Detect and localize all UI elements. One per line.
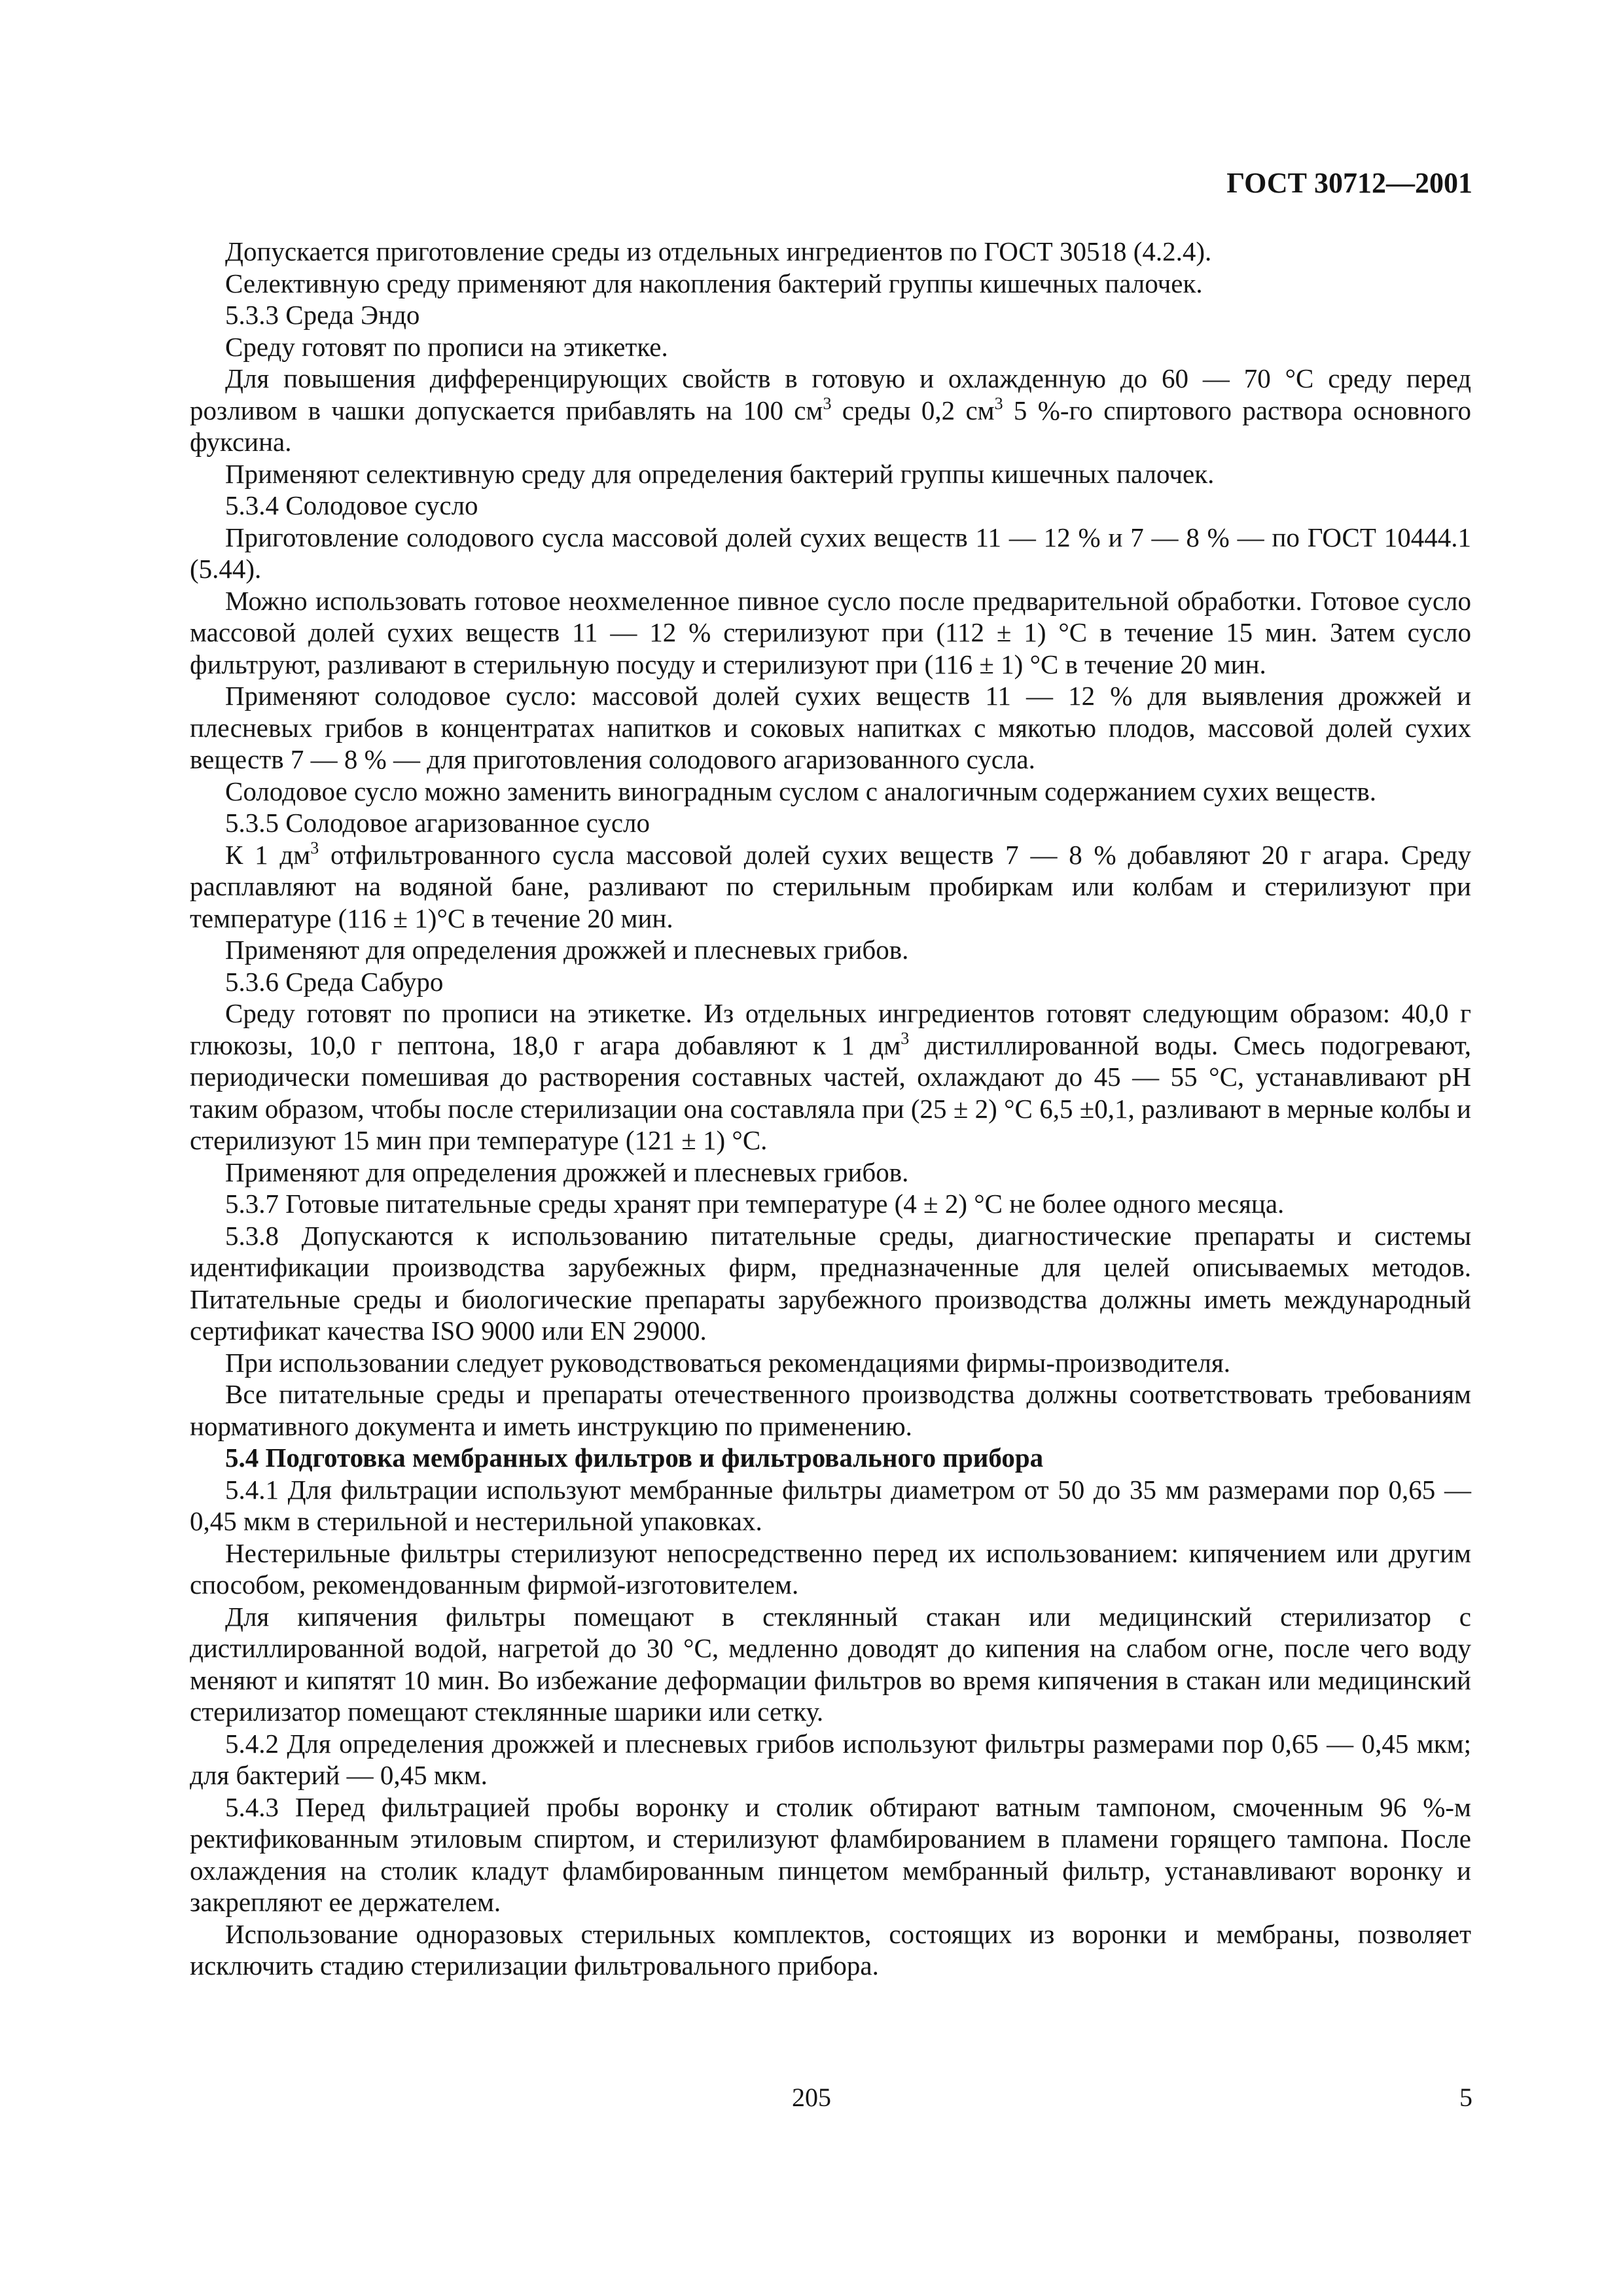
paragraph: Приготовление солодового сусла массовой долей сухих веществ 11 — 12 % и 7 — 8 % — по ГОСТ 10444.1 (5.44).: [190, 522, 1471, 584]
standard-designation: ГОСТ 30712—2001: [1226, 167, 1472, 199]
section-heading: 5.4 Подготовка мембранных фильтров и фильтровального прибора: [225, 1443, 1044, 1473]
paragraph: 5.4.1 Для фильтрации используют мембранные фильтры диаметром от 50 до 35 мм размерами пор 0,65 — 0,45 мкм в стерильной и нестерильной упаковках.: [190, 1474, 1471, 1536]
paragraph: Допускается приготовление среды из отдельных ингредиентов по ГОСТ 30518 (4.2.4).: [225, 236, 1212, 266]
superscript: 3: [310, 838, 319, 857]
paragraph: Все питательные среды и препараты отечественного производства должны соответствовать требованиям нормативного документа и иметь инструкцию по применению.: [190, 1379, 1471, 1441]
paragraph: При использовании следует руководствоваться рекомендациями фирмы-производителя.: [225, 1347, 1230, 1378]
body-text: [190, 236, 1471, 1982]
paragraph: К 1 $дм^3$ отфильтрованного сусла массовой долей сухих веществ 7 — 8 % добавляют 20 г агара. Среду расплавляют на водяной бане, разливают по стерильным пробиркам или колбам и стерилизуют при температуре (116 ± 1)°С в течение 20 мин.: [190, 838, 1471, 933]
paragraph: 5.3.3 Среда Эндо: [225, 300, 420, 330]
superscript: 3: [994, 393, 1003, 413]
paragraph: Солодовое сусло можно заменить виноградным суслом с аналогичным содержанием сухих веществ.: [225, 776, 1377, 806]
paragraph: Применяют солодовое сусло: массовой долей сухих веществ 11 — 12 % для выявления дрожжей и плесневых грибов в концентратах напитков и соковых напитках с мякотью плодов, массовой долей сухих веществ 7 — 8 % — для приготовления солодового агаризованного сусла.: [190, 681, 1471, 774]
paragraph: Применяют для определения дрожжей и плесневых грибов.: [225, 1157, 909, 1187]
superscript: 3: [901, 1028, 910, 1048]
paragraph: Можно использовать готовое неохмеленное пивное сусло после предварительной обработки. Готовое сусло массовой долей сухих веществ 11 — 12 % стерилизуют при (112 ± 1) °С в течение 15 мин. Затем сусло фильтруют, разливают в стерильную посуду и стерилизуют при (116 ± 1) °С в течение 20 мин.: [190, 585, 1471, 679]
paragraph: Селективную среду применяют для накопления бактерий группы кишечных палочек.: [225, 268, 1203, 298]
paragraph: 5.4.3 Перед фильтрацией пробы воронку и столик обтирают ватным тампоном, смоченным 96 %-м ректификованным этиловым спиртом, и стерилизуют фламбированием в пламени горящего тампона. После охлаждения на столик кладут фламбированным пинцетом мембранный фильтр, устанавливают воронку и закрепляют ее держателем.: [190, 1791, 1471, 1917]
paragraph: 5.4.2 Для определения дрожжей и плесневых грибов используют фильтры размерами пор 0,65 — 0,45 мкм; для бактерий — 0,45 мкм.: [190, 1728, 1471, 1790]
paragraph: 5.3.7 Готовые питательные среды хранят при температуре (4 ± 2) °С не более одного месяца.: [225, 1189, 1285, 1219]
paragraph: 5.3.6 Среда Сабуро: [225, 966, 444, 997]
superscript: 3: [823, 393, 832, 413]
paragraph: Среду готовят по прописи на этикетке. Из отдельных ингредиентов готовят следующим образом: 40,0 г глюкозы, 10,0 г пептона, 18,0 г агара добавляют к 1 $дм^3$ дистиллированной воды. Смесь подогревают, периодически помешивая до растворения составных частей, охлаждают до 45 — 55 °С, устанавливают рН таким образом, чтобы после стерилизации она составляла при (25 ± 2) °С 6,5 ±0,1, разливают в мерные колбы и стерилизуют 15 мин при температуре (121 ± 1) °С.: [190, 998, 1471, 1155]
paragraph: Применяют селективную среду для определения бактерий группы кишечных палочек.: [225, 458, 1215, 489]
paragraph: Среду готовят по прописи на этикетке.: [225, 331, 668, 362]
page-number: 205: [792, 2083, 831, 2112]
paragraph: Для кипячения фильтры помещают в стеклянный стакан или медицинский стерилизатор с дистиллированной водой, нагретой до 30 °С, медленно доводят до кипения на слабом огне, после чего воду меняют и кипятят 10 мин. Во избежание деформации фильтров во время кипячения в стакан или медицинский стерилизатор помещают стеклянные шарики или сетку.: [190, 1601, 1471, 1727]
paragraph: 5.3.5 Солодовое агаризованное сусло: [225, 808, 650, 838]
paragraph: 5.3.8 Допускаются к использованию питательные среды, диагностические препараты и системы идентификации производства зарубежных фирм, предназначенные для целей описываемых методов. Питательные среды и биологические препараты зарубежного производства должны иметь международный сертификат качества ISO 9000 или EN 29000.: [190, 1220, 1471, 1346]
sheet-number: 5: [1459, 2083, 1472, 2112]
paragraph: Применяют для определения дрожжей и плесневых грибов.: [225, 935, 909, 965]
paragraph: Использование одноразовых стерильных комплектов, состоящих из воронки и мембраны, позволяет исключить стадию стерилизации фильтровального прибора.: [190, 1918, 1471, 1981]
paragraph: Нестерильные фильтры стерилизуют непосредственно перед их использованием: кипячением или другим способом, рекомендованным фирмой-изготовителем.: [190, 1537, 1471, 1600]
paragraph: 5.3.4 Солодовое сусло: [225, 490, 478, 520]
paragraph: Для повышения дифференцирующих свойств в готовую и охлажденную до 60 — 70 °С среду перед розливом в чашки допускается прибавлять на 100 $см^3$ среды 0,2 $см^3$ 5 %-го спиртового раствора основного фуксина.: [190, 363, 1471, 457]
